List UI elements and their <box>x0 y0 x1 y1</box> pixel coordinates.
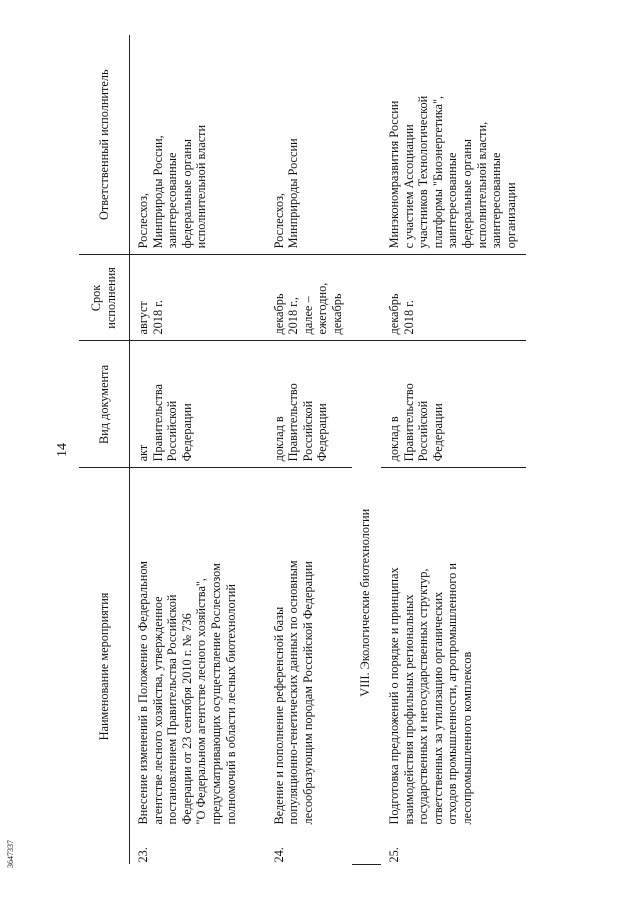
document-type: доклад в Правительство Российской Федерации <box>381 341 526 468</box>
measure-name: Ведение и пополнение референсной базы популяционно-генетических данных по основным лесообразующим породам Российской Федерации <box>271 560 315 825</box>
deadline: август 2018 г. <box>130 255 266 341</box>
document-type: акт Правительства Российской Федерации <box>130 341 266 468</box>
responsible-executor: Рослесхоз, Минприроды России <box>266 35 353 255</box>
header-term: Срок исполнения <box>79 255 130 341</box>
row-number: 25. <box>387 847 402 863</box>
row-number: 23. <box>136 847 150 863</box>
measures-table <box>79 35 526 865</box>
deadline: декабрь 2018 г. <box>381 255 526 341</box>
table-row <box>130 35 266 865</box>
measure-name: Подготовка предложений о порядке и принципах взаимодействия профильных региональных государственных и негосударственных структур, ответственных за утилизацию органических отходов промышленности, агропромышленного и лесопромышленного комплексов <box>387 563 475 825</box>
row-number: 24. <box>271 847 286 863</box>
section-title: VIII. Экологические биотехнологии <box>352 341 381 865</box>
measure-name: Внесение изменений в Положение о Федеральном агентстве лесного хозяйства, утвержденное постановлением Правительства Российской Федерации от 23 сентября 2010 г. № 736 "О Федеральном агентстве лесного хозяйства", предусматривающих осуществление Рослесхозом полномочий в области лесных биотехнологий <box>136 560 238 825</box>
rotated-page <box>55 35 585 865</box>
responsible-executor: Рослесхоз, Минприроды России, заинтересованные федеральные органы исполнительной власти <box>130 35 266 255</box>
section-row <box>352 35 381 865</box>
header-name: Наименование мероприятия <box>79 468 130 865</box>
table-row <box>266 35 353 865</box>
page-number: 14 <box>55 443 70 457</box>
table-row <box>381 35 526 865</box>
header-doc-type: Вид документа <box>79 341 130 468</box>
deadline: декабрь 2018 г., далее – ежегодно, декабрь <box>266 255 353 341</box>
header-responsible: Ответственный исполнитель <box>79 35 130 255</box>
document-id: 3647337 <box>6 840 15 868</box>
document-type: доклад в Правительство Российской Федерации <box>266 341 353 468</box>
responsible-executor: Минэкономразвития России с участием Ассоциации участников Технологической платформы "Биоэнергетика", заинтересованные федеральные органы исполнительной власти, заинтересованные организации <box>381 35 526 255</box>
table-header-row <box>79 35 130 865</box>
